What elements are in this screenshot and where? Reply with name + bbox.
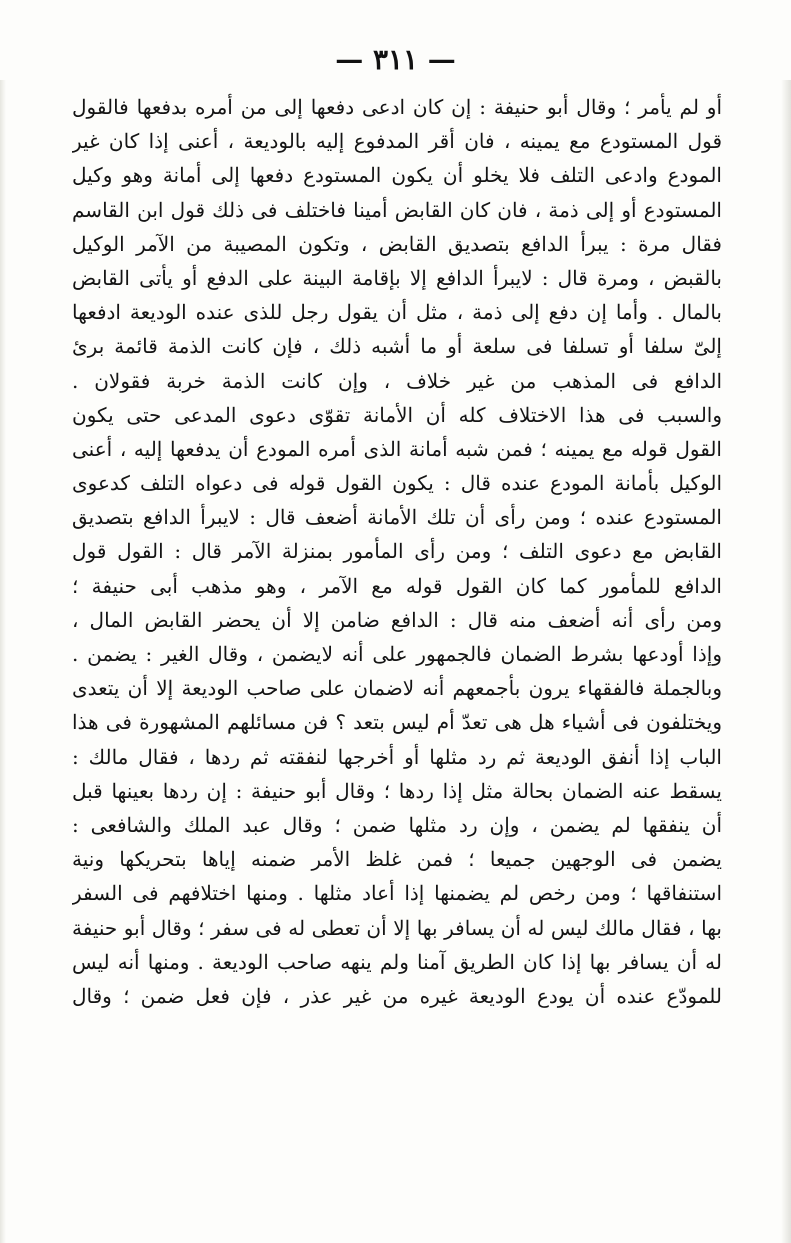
text-line: القابض مع دعوى التلف ؛ ومن رأى المأمور بمنزلة الآمر قال : القول قول [72,539,722,564]
text-line: وبالجملة فالفقهاء يرون بأجمعهم أنه لاضمان على صاحب الوديعة إلا أن يتعدى [72,676,722,701]
text-line: الوكيل بأمانة المودع عنده قال : يكون القول قوله فى دعواه التلف كدعوى [72,471,722,496]
page-right-shadow [781,80,791,1243]
text-line: أو لم يأمر ؛ وقال أبو حنيفة : إن كان ادعى دفعها إلى من أمره بدفعها فالقول [72,95,722,119]
text-line: الباب إذا أنفق الوديعة ثم رد مثلها أو أخرجها لنفقته ثم ردها ، فقال مالك : [72,744,722,769]
body-text [72,90,722,1013]
text-line: والسبب فى هذا الاختلاف كله أن الأمانة تقوّى دعوى المدعى حتى يكون [72,402,722,427]
text-line: المستودع عنده ؛ ومن رأى أن تلك الأمانة أضعف قال : لايبرأ الدافع بتصديق [72,505,722,530]
text-line: الدافع فى المذهب من غير خلاف ، وإن كانت الذمة خربة فقولان . [72,368,722,393]
text-line: أن ينفقها لم يضمن ، وإن رد مثلها ضمن ؛ وقال عبد الملك والشافعى : [72,812,722,837]
text-line: بالقبض ، ومرة قال : لايبرأ الدافع إلا بإقامة البينة على الدفع أو يأتى القابض [72,265,722,290]
text-line: المودع وادعى التلف فلا يخلو أن يكون المستودع دفعها إلى أمانة وهو وكيل [72,163,722,188]
text-line: بها ، فقال مالك ليس له أن يسافر بها إلا أن تعطى له فى سفر ؛ وقال أبو حنيفة [72,915,722,940]
text-line: وإذا أودعها بشرط الضمان فالجمهور على أنه لايضمن ، وقال الغير : يضمن . [72,642,722,666]
text-line: ويختلفون فى أشياء هل هى تعدّ أم ليس بتعد ؟ فن مسائلهم المشهورة فى هذا [72,710,722,735]
text-line: يسقط عنه الضمان بحالة مثل إذا ردها ؛ وقال أبو حنيفة : إن ردها بعينها قبل [72,778,722,803]
page-number: — ٣١١ — [335,43,456,76]
text-line: بالمال . وأما إن دفع إلى ذمة ، مثل أن يقول رجل للذى عنده الوديعة ادفعها [72,300,722,325]
text-line: للمودّع عنده أن يودع الوديعة غيره من غير عذر ، فإن فعل ضمن ؛ وقال [72,983,722,1008]
text-line: فقال مرة : يبرأ الدافع بتصديق القابض ، وتكون المصيبة من الآمر الوكيل [72,231,722,256]
text-line: إلىّ سلفا أو تسلفا فى سلعة أو ما أشبه ذلك ، فإن كانت الذمة قائمة برئ [72,334,722,359]
page-left-shadow [0,80,6,1243]
text-line: ومن رأى أنه أضعف منه قال : الدافع ضامن إلا أن يحضر القابض المال ، [72,607,722,632]
text-line: القول قوله مع يمينه ؛ فمن شبه أمانة الذى أمره المودع أن يدفعها إليه ، أعنى [72,436,722,461]
text-line: الدافع للمأمور كما كان القول قوله مع الآمر ، وهو مذهب أبى حنيفة ؛ [72,573,722,598]
text-line: يضمن فى الوجهين جميعا ؛ فمن غلظ الأمر ضمنه إياها بتحريكها ونية [72,847,722,872]
text-line: قول المستودع مع يمينه ، فان أقر المدفوع إليه بالوديعة ، أعنى إذا كان غير [72,129,722,154]
text-line: له أن يسافر بها إذا كان الطريق آمنا ولم ينهه صاحب الوديعة . ومنها أنه ليس [72,949,722,974]
text-line: المستودع أو إلى ذمة ، فان كان القابض أمينا فاختلف فى ذلك قول ابن القاسم [72,197,722,222]
text-line: استنفاقها ؛ ومن رخص لم يضمنها إذا أعاد مثلها . ومنها اختلافهم فى السفر [72,881,722,906]
